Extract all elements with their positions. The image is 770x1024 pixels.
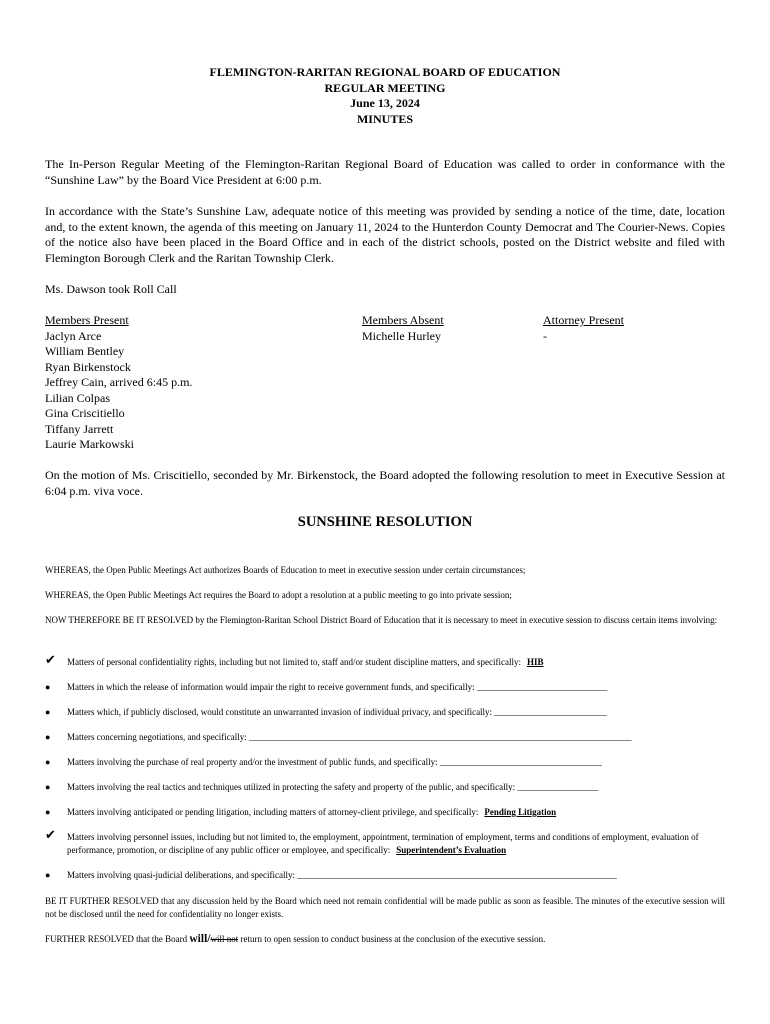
item-text: Matters in which the release of information would impair the right to receive government funds, and specifically: _____________________________ bbox=[67, 682, 608, 692]
item-text: Matters which, if publicly disclosed, would constitute an unwarranted invasion of individual privacy, and specifically: _________________________ bbox=[67, 707, 607, 717]
bullet-icon: ● bbox=[45, 707, 51, 717]
further-text-pre: FURTHER RESOLVED that the Board bbox=[45, 934, 190, 944]
document-heading bbox=[45, 65, 725, 127]
members-absent-column bbox=[362, 313, 444, 344]
item-text: Matters concerning negotiations, and specifically: _____________________________________________________________________________________ bbox=[67, 732, 632, 742]
member-present: Jaclyn Arce bbox=[45, 328, 102, 343]
member-present: Ryan Birkenstock bbox=[45, 359, 131, 374]
bullet-icon: ● bbox=[45, 870, 51, 880]
intro-paragraph-notice: In accordance with the State’s Sunshine Law, adequate notice of this meeting was provided by sending a notice of the time, date, location and, to the extent known, the agenda of this meeting on January 11, 2024 to the Hunterdon County Democrat and The Courier-News. Copies of the notice also have been placed in the Board Office and in each of the district schools, posted on the District website and filed with Flemington Borough Clerk and the Raritan Township Clerk. bbox=[45, 204, 725, 265]
roll-call-note: Ms. Dawson took Roll Call bbox=[45, 282, 177, 296]
member-present: Lilian Colpas bbox=[45, 390, 110, 405]
whereas-clause-2: WHEREAS, the Open Public Meetings Act requires the Board to adopt a resolution at a public meeting to go into private session; bbox=[45, 590, 512, 600]
heading-meeting-type: REGULAR MEETING bbox=[324, 80, 446, 95]
attorney-present: - bbox=[543, 328, 547, 343]
item-text: Matters involving the real tactics and techniques utilized in protecting the safety and property of the public, and specifically: __________________ bbox=[67, 782, 599, 792]
members-present-column bbox=[45, 313, 192, 453]
attorney-present-header: Attorney Present bbox=[543, 313, 624, 327]
check-mark-icon: ✔ bbox=[45, 652, 56, 667]
item-fill-value: HIB bbox=[527, 657, 544, 667]
intro-paragraph-call-to-order: The In-Person Regular Meeting of the Flemington-Raritan Regional Board of Education was called to order in conformance with the “Sunshine Law” by the Board Vice President at 6:00 p.m. bbox=[45, 157, 725, 187]
members-absent-header: Members Absent bbox=[362, 313, 444, 327]
bullet-icon: ● bbox=[45, 782, 51, 792]
member-present: William Bentley bbox=[45, 344, 125, 358]
item-text: Matters involving anticipated or pending litigation, including matters of attorney-client privilege, and specifically: bbox=[67, 807, 479, 817]
member-absent: Michelle Hurley bbox=[362, 328, 441, 343]
bullet-icon: ● bbox=[45, 732, 51, 742]
bullet-icon: ● bbox=[45, 807, 51, 817]
heading-board-name: FLEMINGTON-RARITAN REGIONAL BOARD OF EDUCATION bbox=[209, 65, 561, 79]
check-mark-icon: ✔ bbox=[45, 827, 56, 842]
heading-minutes: MINUTES bbox=[356, 111, 413, 126]
whereas-clause-1: WHEREAS, the Open Public Meetings Act authorizes Boards of Education to meet in executive session under certain circumstances; bbox=[45, 565, 526, 575]
member-present: Jeffrey Cain, arrived 6:45 p.m. bbox=[45, 375, 193, 389]
now-therefore-clause: NOW THEREFORE BE IT RESOLVED by the Flemington-Raritan School District Board of Education that it is necessary to meet in executive session to discuss certain items involving: bbox=[45, 615, 718, 625]
item-fill-value: Superintendent’s Evaluation bbox=[396, 845, 507, 855]
item-text: Matters involving the purchase of real property and/or the investment of public funds, and specifically: ____________________________________ bbox=[67, 757, 602, 767]
member-present: Gina Criscitiello bbox=[45, 406, 125, 420]
heading-date: June 13, 2024 bbox=[350, 96, 420, 110]
executive-session-motion: On the motion of Ms. Criscitiello, seconded by Mr. Birkenstock, the Board adopted the following resolution to meet in Executive Session at 6:04 p.m. viva voce. bbox=[45, 468, 725, 498]
resolution-title: SUNSHINE RESOLUTION bbox=[297, 514, 473, 530]
bullet-icon: ● bbox=[45, 757, 51, 767]
bullet-icon: ● bbox=[45, 682, 51, 692]
option-separator: / bbox=[207, 933, 211, 945]
item-text: Matters of personal confidentiality rights, including but not limited to, staff and/or student discipline matters, and specifically: bbox=[67, 657, 521, 667]
item-fill-value: Pending Litigation bbox=[484, 807, 557, 817]
further-resolved-clause-1: BE IT FURTHER RESOLVED that any discussion held by the Board which need not remain confidential will be made public as soon as feasible. The minutes of the executive session will not be disclosed until the need for confidentiality no longer exists. bbox=[45, 896, 725, 919]
option-will-not-struck: will not bbox=[210, 934, 239, 944]
members-present-header: Members Present bbox=[45, 313, 129, 327]
further-text-post: return to open session to conduct business at the conclusion of the executive session. bbox=[238, 934, 546, 944]
item-text: Matters involving personnel issues, including but not limited to, the employment, appointment, termination of employment, terms and conditions of employment, evaluation of performance, promotion, or discipline of any public officer or employee, and specifically: bbox=[67, 832, 699, 855]
option-will: will bbox=[189, 933, 208, 945]
attorney-present-column bbox=[543, 313, 624, 344]
member-present: Laurie Markowski bbox=[45, 437, 134, 451]
item-text: Matters involving quasi-judicial deliberations, and specifically: _______________________________________________________________________ bbox=[67, 870, 617, 880]
further-resolved-clause-2 bbox=[45, 933, 725, 946]
member-present: Tiffany Jarrett bbox=[45, 421, 114, 436]
